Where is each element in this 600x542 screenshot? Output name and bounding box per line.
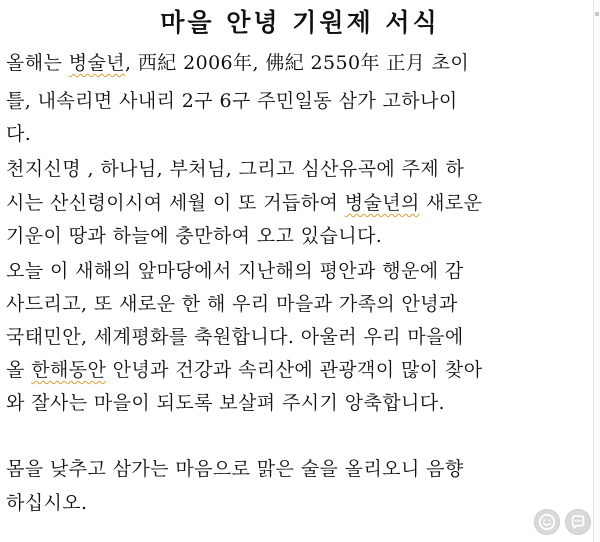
- line-3-text: 다.: [6, 123, 32, 145]
- document-line-14: [6, 490, 87, 516]
- line-7-text: 오늘 이 새해의 앞마당에서 지난해의 평안과 행운에 감: [6, 260, 464, 282]
- line-11-text: 와 잘사는 마을이 되도록 보살펴 주시기 앙축합니다.: [6, 392, 445, 414]
- document-line-11: [6, 390, 445, 416]
- document-line-9: [6, 324, 464, 350]
- document-line-7: [6, 258, 464, 284]
- line-1-text: 올해는 병술년, 西紀 2006年, 佛紀 2550年 正月 초이: [6, 52, 470, 74]
- document-line-8: [6, 291, 458, 317]
- smile-button[interactable]: [534, 509, 560, 535]
- spellcheck-underlined-word: 병술년의: [344, 192, 420, 214]
- line-14-text: 하십시오.: [6, 492, 88, 514]
- line-5-text: 시는 산신령이시여 세월 이 또 거듭하여 병술년의 새로운: [6, 192, 483, 214]
- line-2-text: 틀, 내속리면 사내리 2구 6구 주민일동 삼가 고하나이: [6, 90, 458, 112]
- smile-icon: [534, 509, 560, 535]
- document-line-1: [6, 50, 469, 76]
- document-line-5: [6, 190, 482, 216]
- line-6-text: 기운이 땅과 하늘에 충만하여 오고 있습니다.: [6, 225, 383, 247]
- spellcheck-underlined-word: 한해동안: [31, 359, 107, 381]
- document-line-6: [6, 223, 382, 249]
- document-line-10: [6, 357, 482, 383]
- window-edge: [593, 0, 600, 542]
- chat-icon: [565, 509, 591, 535]
- document-line-4: [6, 156, 464, 182]
- document-line-2: [6, 88, 458, 114]
- edge-marker: [595, 12, 599, 16]
- line-8-text: 사드리고, 또 새로운 한 해 우리 마을과 가족의 안녕과: [6, 293, 458, 315]
- document-title: 마을 안녕 기원제 서식: [160, 8, 440, 37]
- line-4-text: 천지신명 , 하나님, 부처님, 그리고 심산유곡에 주제 하: [6, 158, 465, 180]
- line-9-text: 국태민안, 세계평화를 축원합니다. 아울러 우리 마을에: [6, 326, 464, 348]
- line-10-text: 올 한해동안 안녕과 건강과 속리산에 관광객이 많이 찾아: [6, 359, 483, 381]
- spellcheck-underlined-word: 병술년: [68, 52, 125, 74]
- chat-button[interactable]: [565, 509, 591, 535]
- document-line-13: [6, 456, 464, 482]
- document-line-3: [6, 121, 31, 147]
- line-13-text: 몸을 낮추고 삼가는 마음으로 맑은 술을 올리오니 음향: [6, 458, 464, 480]
